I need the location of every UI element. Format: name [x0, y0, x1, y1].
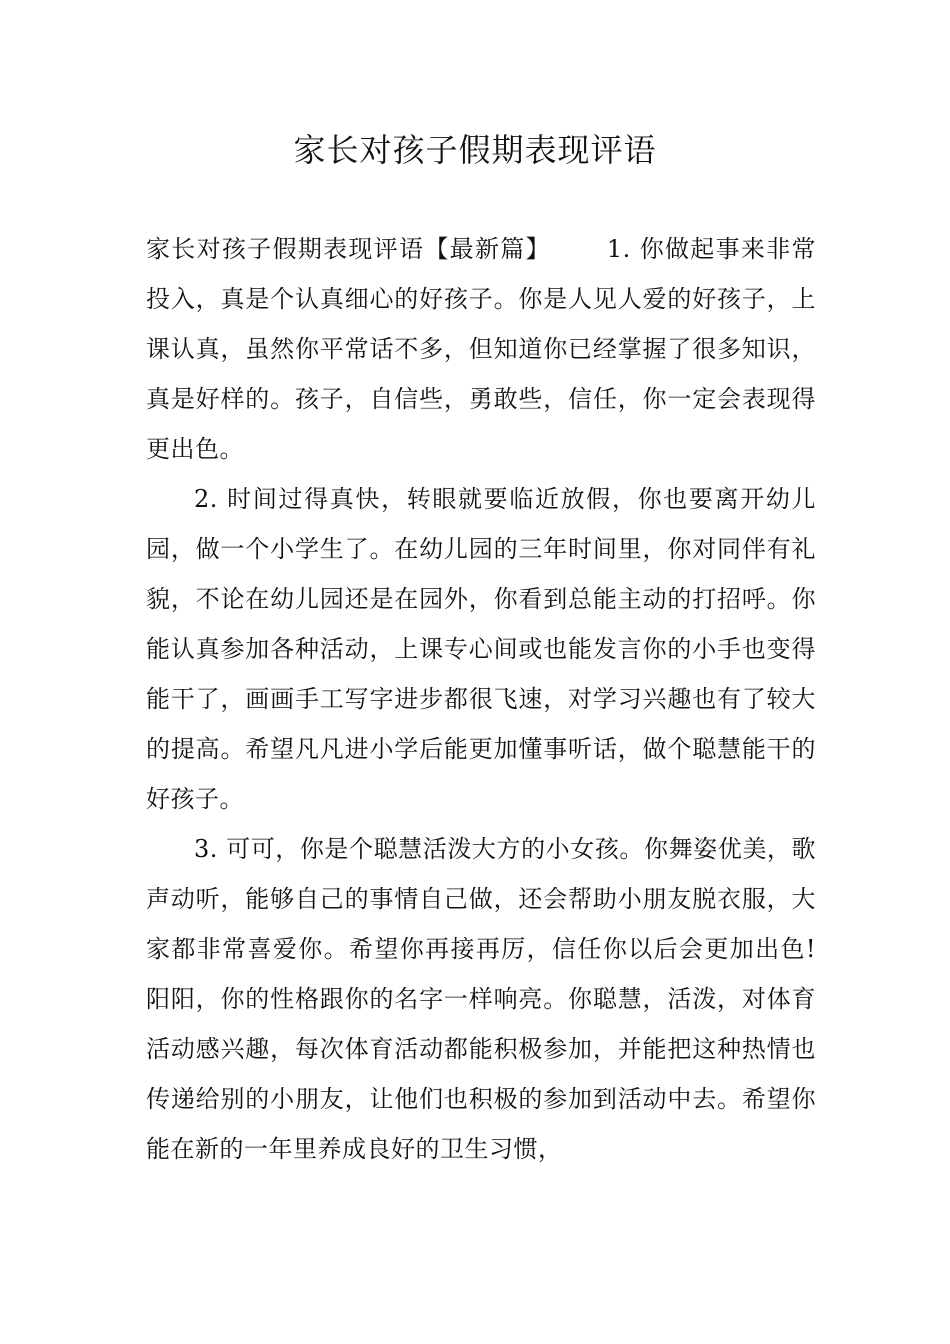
- document-body: [146, 224, 816, 1174]
- paragraph-1: [146, 224, 816, 474]
- paragraph-2: 2. 时间过得真快，转眼就要临近放假，你也要离开幼儿园，做一个小学生了。在幼儿园的三年时间里，你对同伴有礼貌，不论在幼儿园还是在园外，你看到总能主动的打招呼。你能认真参加各种活动，上课专心间或也能发言你的小手也变得能干了，画画手工写字进步都很飞速，对学习兴趣也有了较大的提高。希望凡凡进小学后能更加懂事听话，做个聪慧能干的好孩子。: [146, 485, 816, 813]
- paragraph-3: 3. 可可，你是个聪慧活泼大方的小女孩。你舞姿优美，歌声动听，能够自己的事情自己做，还会帮助小朋友脱衣服，大家都非常喜爱你。希望你再接再厉，信任你以后会更加出色!阳阳，你的性格跟你的名字一样响亮。你聪慧，活泼，对体育活动感兴趣，每次体育活动都能积极参加，并能把这种热情也传递给别的小朋友，让他们也积极的参加到活动中去。希望你能在新的一年里养成良好的卫生习惯，: [146, 835, 816, 1163]
- paragraph-1-text: 1. 你做起事来非常投入，真是个认真细心的好孩子。你是人见人爱的好孩子，上课认真，虽然你平常话不多，但知道你已经掌握了很多知识，真是好样的。孩子，自信些，勇敢些，信任，你一定会表现得更出色。: [146, 235, 817, 463]
- document-title: 家长对孩子假期表现评语: [293, 131, 657, 169]
- paragraph-1-lead: 家长对孩子假期表现评语【最新篇】: [146, 235, 551, 263]
